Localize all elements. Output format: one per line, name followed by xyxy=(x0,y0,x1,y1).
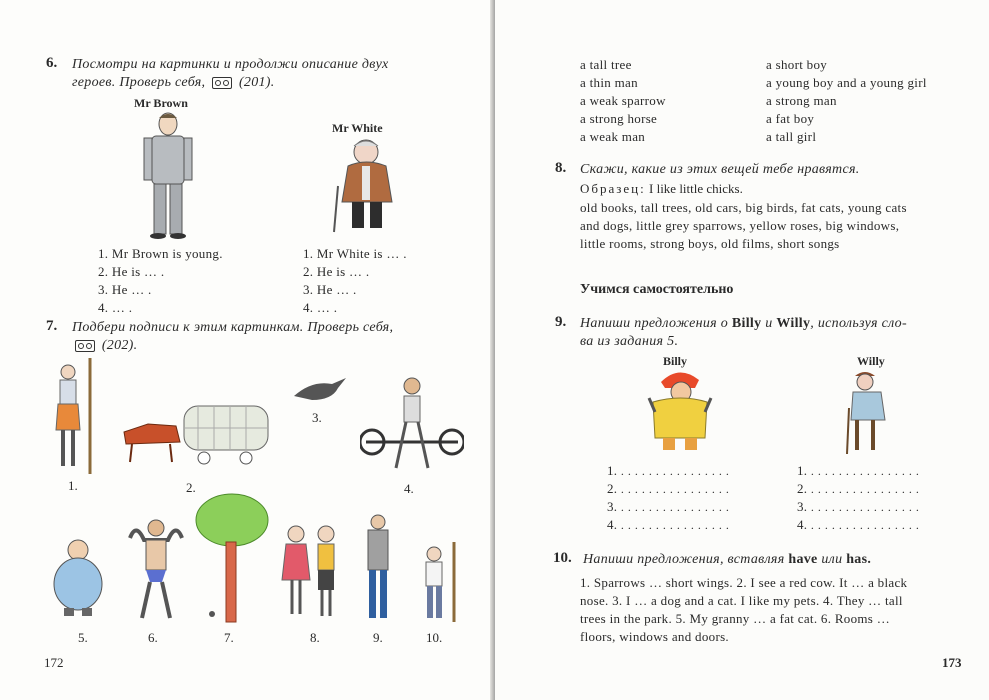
caption-mr-brown: Mr Brown xyxy=(134,96,188,110)
cassette-icon xyxy=(212,77,232,89)
col2-item: a fat boy xyxy=(766,111,815,126)
ex9-and: и xyxy=(765,316,773,331)
blank-dots: ................ xyxy=(620,482,733,496)
blank-dots: ................ xyxy=(810,518,923,532)
willy-line-num: 1. xyxy=(797,463,808,478)
sparrow-illustration xyxy=(292,374,348,408)
caption-mr-white: Mr White xyxy=(332,121,383,135)
brown-line-3: 3. He … . xyxy=(98,282,152,297)
exercise-7-number: 7. xyxy=(46,318,58,334)
picture-label-2: 2. xyxy=(186,480,196,495)
exercise-6-instruction-line1: Посмотри на картинки и продолжи описание двух xyxy=(72,57,389,72)
picture-label-3: 3. xyxy=(312,410,322,425)
exercise-6-instruction-text: героев. Проверь себя, xyxy=(72,75,206,90)
blank-dots: ................ xyxy=(810,482,923,496)
col1-item: a strong horse xyxy=(580,111,658,126)
col1-item: a thin man xyxy=(580,75,638,90)
blank-dots: ................ xyxy=(810,464,923,478)
brown-line-4: 4. … . xyxy=(98,300,133,315)
col1-item: a weak man xyxy=(580,129,646,144)
picture-label-9: 9. xyxy=(373,630,383,645)
tall-tree-illustration xyxy=(192,492,272,626)
right-page-number: 173 xyxy=(942,655,962,670)
billy-line-num: 3. xyxy=(607,499,618,514)
exercise-9-number: 9. xyxy=(555,314,567,330)
blank-dots: ................ xyxy=(810,500,923,514)
picture-label-4: 4. xyxy=(404,481,414,496)
exercise-8-text xyxy=(580,199,980,253)
boy-and-girl-illustration xyxy=(280,524,346,620)
tall-girl-illustration xyxy=(50,358,96,476)
col2-item: a young boy and a young girl xyxy=(766,75,927,90)
caption-willy: Willy xyxy=(857,354,885,368)
ex9-billy: Billy xyxy=(731,316,762,331)
ex10-has: has. xyxy=(846,552,872,567)
picture-label-6: 6. xyxy=(148,630,158,645)
blank-dots: ................ xyxy=(620,518,733,532)
picture-label-1: 1. xyxy=(68,478,78,493)
cassette-icon xyxy=(75,340,95,352)
willy-line-num: 2. xyxy=(797,481,808,496)
exercise-9-instruction-line1 xyxy=(580,314,907,333)
willy-line-num: 3. xyxy=(797,499,808,514)
left-page-number: 172 xyxy=(44,655,64,670)
white-line-4: 4. … . xyxy=(303,300,338,315)
brown-lines xyxy=(98,245,223,317)
exercise-8-number: 8. xyxy=(555,160,567,176)
exercise-7-instruction-line1: Подбери подписи к этим картинкам. Проверь себя, xyxy=(72,320,394,335)
billy-line-num: 2. xyxy=(607,481,618,496)
fat-boy-illustration xyxy=(50,536,106,618)
exercise-7-audio-ref: (202). xyxy=(101,338,138,353)
ex9-willy: Willy xyxy=(776,316,811,331)
willy-blank-lines xyxy=(797,462,923,534)
ex10-or: или xyxy=(821,552,843,567)
billy-line-num: 4. xyxy=(607,517,618,532)
ex9-text-b: , используя сло- xyxy=(810,316,907,331)
ex8-line: old books, tall trees, old cars, big birds, fat cats, young cats xyxy=(580,200,907,215)
ex10-text: Напиши предложения, вставляя xyxy=(583,552,785,567)
exercise-6-instruction-line2 xyxy=(72,73,275,92)
white-line-3: 3. He … . xyxy=(303,282,357,297)
strong-man-illustration xyxy=(126,518,186,622)
mr-brown-illustration xyxy=(138,110,198,240)
col2-item: a tall girl xyxy=(766,129,817,144)
ex10-line: trees in the park. 5. My granny … a fat cat. 6. Rooms … xyxy=(580,611,891,626)
exercise-7-instruction-line2 xyxy=(72,336,137,355)
white-line-2: 2. He is … . xyxy=(303,264,370,279)
brown-line-2: 2. He is … . xyxy=(98,264,165,279)
ex10-line: 1. Sparrows … short wings. 2. I see a red cow. It … a black xyxy=(580,575,908,590)
horse-cart-illustration xyxy=(118,392,278,472)
picture-label-10: 10. xyxy=(426,630,443,645)
billy-illustration xyxy=(645,368,715,454)
short-boy-illustration xyxy=(416,542,460,624)
picture-label-8: 8. xyxy=(310,630,320,645)
section-title: Учимся самостоятельно xyxy=(580,282,734,297)
ex10-line: nose. 3. I … a dog and a cat. I like my pets. 4. They … tall xyxy=(580,593,903,608)
adjective-column-2 xyxy=(766,56,927,146)
blank-dots: ................ xyxy=(620,500,733,514)
col1-item: a weak sparrow xyxy=(580,93,666,108)
ex9-text-a: Напиши предложения о xyxy=(580,316,729,331)
ex10-have: have xyxy=(788,552,818,567)
picture-label-7: 7. xyxy=(224,630,234,645)
mr-white-illustration xyxy=(326,136,406,236)
right-page xyxy=(495,0,989,700)
exercise-6-audio-ref: (201). xyxy=(238,75,275,90)
exercise-9-instruction-line2: ва из задания 5. xyxy=(580,334,679,349)
col1-item: a tall tree xyxy=(580,57,632,72)
ex8-line: and dogs, little grey sparrows, yellow roses, big windows, xyxy=(580,218,900,233)
caption-billy: Billy xyxy=(663,354,688,368)
col2-item: a strong man xyxy=(766,93,837,108)
sample-label: Образец: xyxy=(580,181,646,196)
weightlifter-illustration xyxy=(360,374,464,476)
exercise-8-sample xyxy=(580,181,743,197)
exercise-10-number: 10. xyxy=(553,550,572,566)
exercise-10-text xyxy=(580,574,980,646)
col2-item: a short boy xyxy=(766,57,828,72)
thin-man-illustration xyxy=(358,512,398,622)
white-line-1: 1. Mr White is … . xyxy=(303,246,407,261)
ex10-line: floors, windows and doors. xyxy=(580,629,729,644)
billy-blank-lines xyxy=(607,462,733,534)
willy-illustration xyxy=(841,368,901,456)
exercise-6-number: 6. xyxy=(46,55,58,71)
willy-line-num: 4. xyxy=(797,517,808,532)
picture-label-5: 5. xyxy=(78,630,88,645)
ex8-line: little rooms, strong boys, old films, short songs xyxy=(580,236,840,251)
white-lines xyxy=(303,245,407,317)
exercise-8-instruction: Скажи, какие из этих вещей тебе нравятся. xyxy=(580,162,860,177)
blank-dots: ................ xyxy=(620,464,733,478)
brown-line-1: 1. Mr Brown is young. xyxy=(98,246,223,261)
sample-text: I like little chicks. xyxy=(649,181,743,196)
exercise-10-instruction xyxy=(583,550,871,569)
adjective-column-1 xyxy=(580,56,666,146)
billy-line-num: 1. xyxy=(607,463,618,478)
